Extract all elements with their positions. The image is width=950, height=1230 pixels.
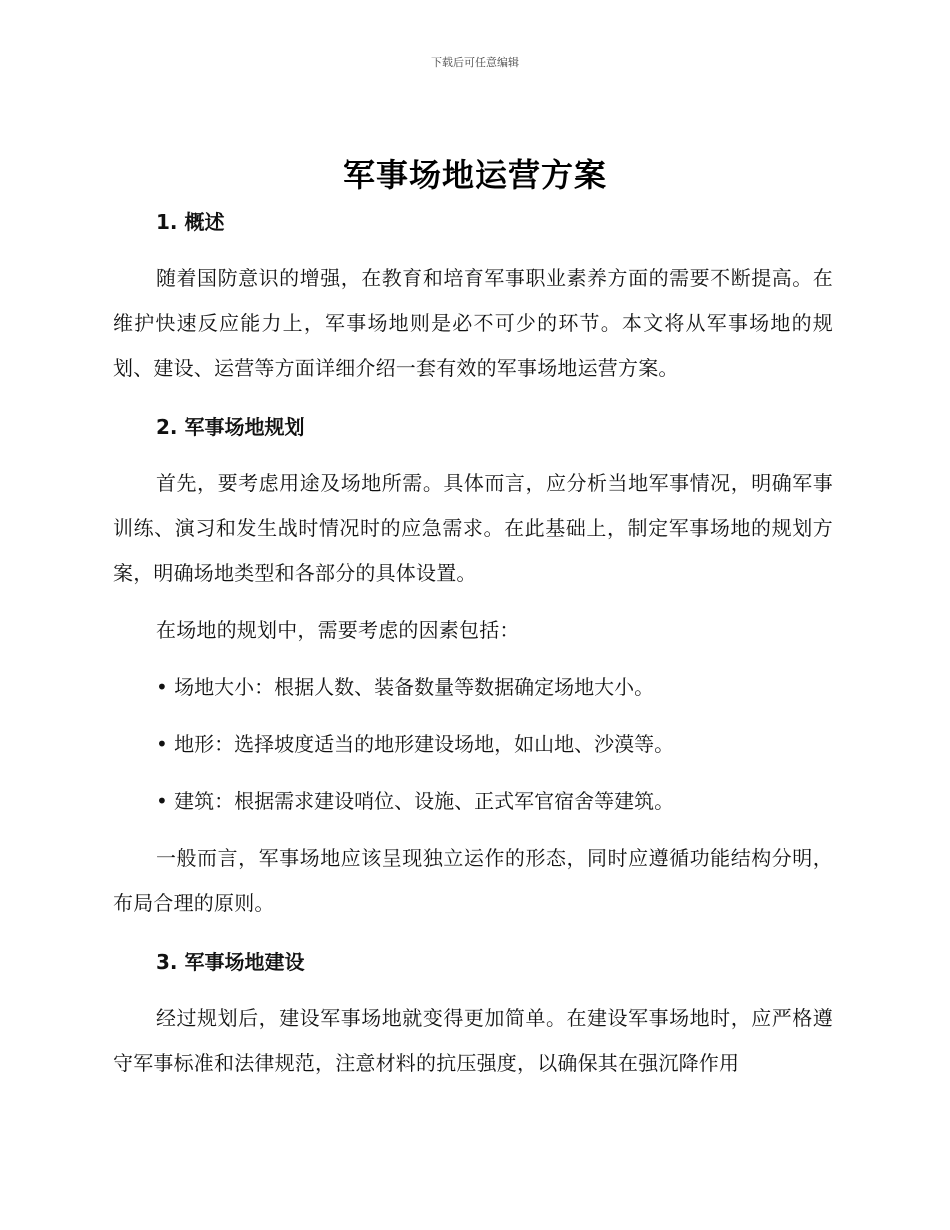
bullet-item-terrain: • 地形：选择坡度适当的地形建设场地，如山地、沙漠等。 <box>156 732 675 756</box>
section-heading-overview: 1. 概述 <box>156 210 225 234</box>
document-title: 军事场地运营方案 <box>342 156 607 194</box>
section-heading-construction: 3. 军事场地建设 <box>156 950 305 974</box>
paragraph-planning-intro: 首先，要考虑用途及场地所需。具体而言，应分析当地军事情况，明确军事训练、演习和发生战时情况时的应急需求。在此基础上，制定军事场地的规划方案，明确场地类型和各部分的具体设置。 <box>113 471 833 585</box>
bullet-item-size: • 场地大小：根据人数、装备数量等数据确定场地大小。 <box>156 675 655 699</box>
section-heading-planning: 2. 军事场地规划 <box>156 415 305 439</box>
document-body <box>113 200 833 1086</box>
paragraph-planning-principle: 一般而言，军事场地应该呈现独立运作的形态，同时应遵循功能结构分明，布局合理的原则。 <box>113 846 833 915</box>
paragraph-construction: 经过规划后，建设军事场地就变得更加简单。在建设军事场地时，应严格遵守军事标准和法律规范，注意材料的抗压强度，以确保其在强沉降作用 <box>113 1006 833 1075</box>
bullet-item-buildings: • 建筑：根据需求建设哨位、设施、正式军官宿舍等建筑。 <box>156 789 675 813</box>
paragraph-overview: 随着国防意识的增强，在教育和培育军事职业素养方面的需要不断提高。在维护快速反应能力上，军事场地则是必不可少的环节。本文将从军事场地的规划、建设、运营等方面详细介绍一套有效的军事场地运营方案。 <box>113 266 833 380</box>
paragraph-planning-factors: 在场地的规划中，需要考虑的因素包括： <box>156 618 520 642</box>
header-note: 下载后可任意编辑 <box>431 56 519 69</box>
